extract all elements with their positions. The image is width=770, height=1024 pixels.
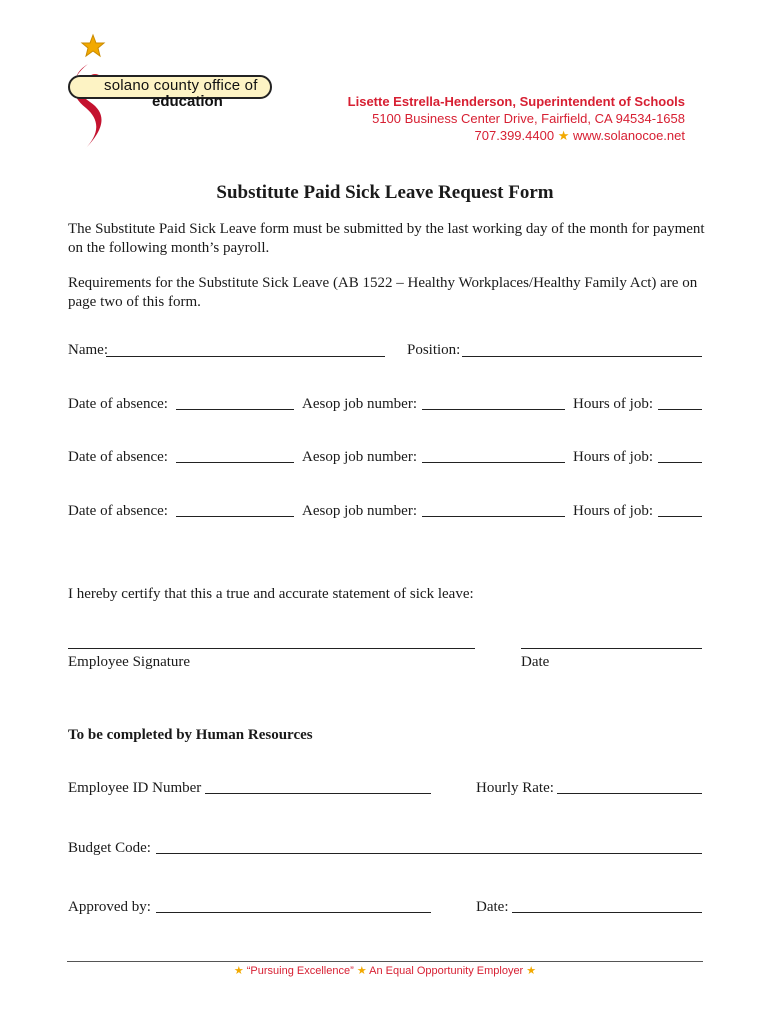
footer-divider [67, 961, 703, 962]
footer-motto: “Pursuing Excellence” [246, 965, 354, 977]
star-icon: ★ [557, 128, 570, 143]
logo-text-line1: solano county office of [104, 77, 258, 94]
hours-of-job-label: Hours of job: [573, 449, 653, 465]
name-field [68, 341, 108, 359]
star-icon: ★ [526, 965, 537, 977]
position-input-line[interactable] [462, 356, 702, 357]
approval-date-label: Date: [476, 899, 509, 915]
superintendent-line: Lisette Estrella-Henderson, Superintendent of Schools [347, 94, 685, 109]
position-label: Position: [407, 342, 461, 358]
form-title: Substitute Paid Sick Leave Request Form [216, 182, 554, 203]
hours-of-job-label: Hours of job: [573, 503, 653, 519]
budget-code-label: Budget Code: [68, 840, 151, 856]
name-input-line[interactable] [106, 356, 385, 357]
hours-of-job-input-line[interactable] [658, 462, 702, 463]
name-label: Name: [68, 342, 108, 358]
employee-id-input-line[interactable] [205, 793, 431, 794]
star-icon: ★ [233, 965, 244, 977]
intro-paragraph-1: The Substitute Paid Sick Leave form must be submitted by the last working day of the month for payment on the following month’s payroll. [68, 221, 705, 256]
footer [0, 964, 770, 977]
hours-of-job-label: Hours of job: [573, 396, 653, 412]
signature-date-line[interactable] [521, 648, 702, 649]
date-of-absence-input-line[interactable] [176, 516, 294, 517]
contact-block [348, 93, 685, 144]
employee-signature-label: Employee Signature [68, 654, 191, 670]
date-of-absence-label: Date of absence: [68, 503, 168, 519]
aesop-job-number-label: Aesop job number: [302, 396, 417, 412]
phone-web-line [348, 127, 685, 144]
hr-section-heading: To be completed by Human Resources [68, 727, 313, 743]
hours-of-job-input-line[interactable] [658, 409, 702, 410]
certify-statement: I hereby certify that this a true and accurate statement of sick leave: [68, 586, 474, 602]
approved-by-input-line[interactable] [156, 912, 431, 913]
signature-date-label: Date [521, 654, 550, 670]
aesop-job-number-label: Aesop job number: [302, 503, 417, 519]
logo [60, 30, 280, 160]
phone-number: 707.399.4400 [474, 128, 555, 143]
employee-id-label: Employee ID Number [68, 780, 202, 796]
star-icon: ★ [356, 965, 367, 977]
logo-text-line2: education [152, 93, 223, 110]
aesop-job-number-label: Aesop job number: [302, 449, 417, 465]
budget-code-input-line[interactable] [156, 853, 702, 854]
date-of-absence-input-line[interactable] [176, 462, 294, 463]
approved-by-label: Approved by: [68, 899, 151, 915]
position-field [407, 341, 460, 359]
website-link[interactable]: www.solanocoe.net [572, 128, 685, 143]
aesop-job-number-input-line[interactable] [422, 462, 565, 463]
footer-eoe: An Equal Opportunity Employer [369, 965, 524, 977]
aesop-job-number-input-line[interactable] [422, 409, 565, 410]
date-of-absence-label: Date of absence: [68, 449, 168, 465]
date-of-absence-input-line[interactable] [176, 409, 294, 410]
hours-of-job-input-line[interactable] [658, 516, 702, 517]
intro-paragraph-2: Requirements for the Substitute Sick Leave (AB 1522 – Healthy Workplaces/Healthy Family Act) are on page two of this form. [68, 275, 698, 310]
address-line: 5100 Business Center Drive, Fairfield, CA 94534-1658 [372, 111, 685, 126]
aesop-job-number-input-line[interactable] [422, 516, 565, 517]
hourly-rate-label: Hourly Rate: [476, 780, 554, 796]
employee-signature-line[interactable] [68, 648, 475, 649]
approval-date-input-line[interactable] [512, 912, 702, 913]
hourly-rate-input-line[interactable] [557, 793, 702, 794]
date-of-absence-label: Date of absence: [68, 396, 168, 412]
